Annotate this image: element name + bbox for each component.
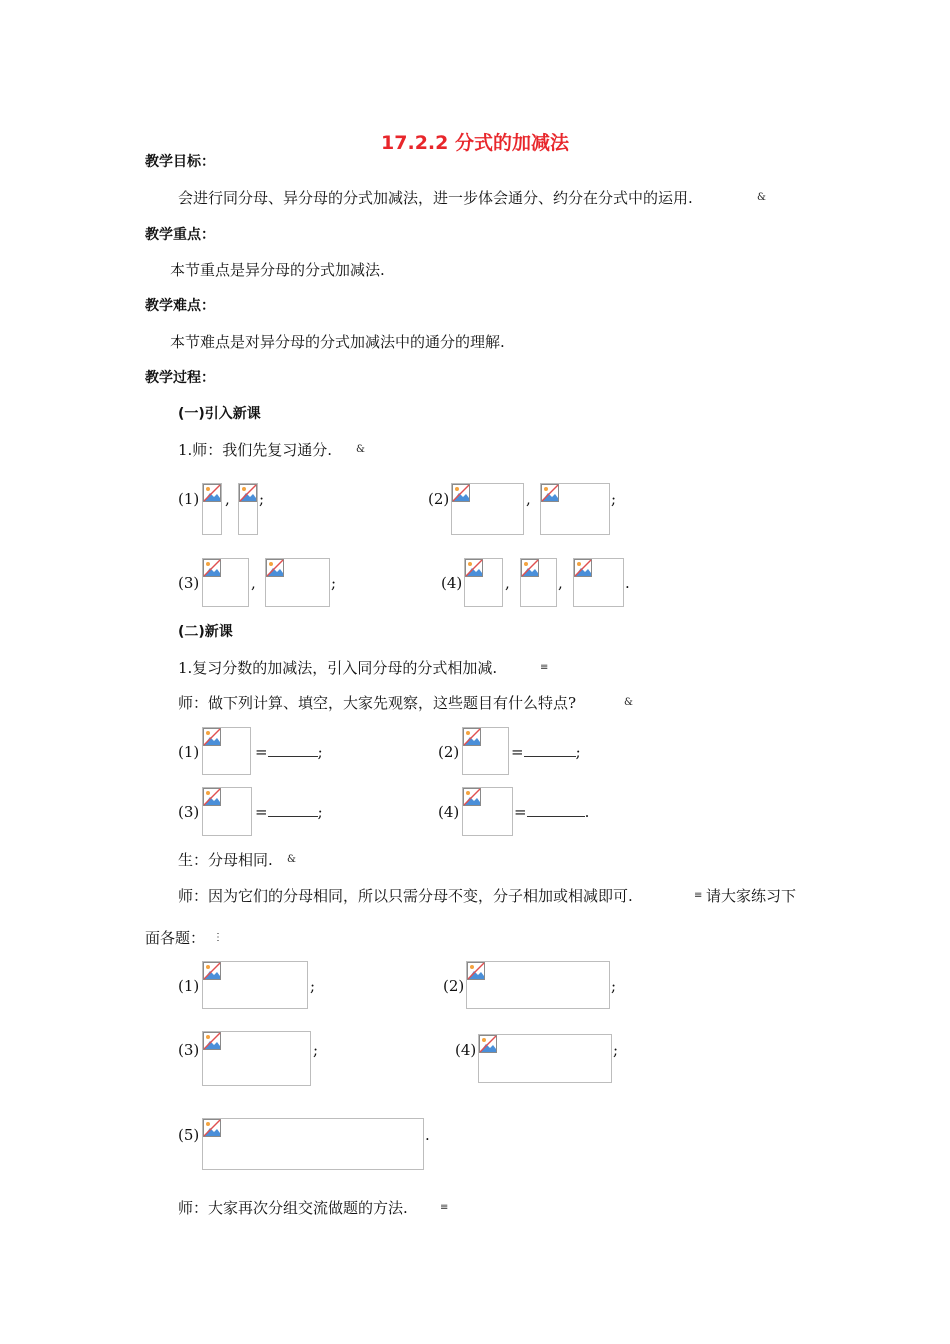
broken-image-icon (463, 788, 481, 806)
formula-image (202, 1031, 311, 1086)
item-label: (1) (178, 490, 200, 508)
separator: . (584, 803, 590, 821)
separator: , (225, 490, 230, 508)
answer-blank[interactable] (524, 742, 576, 757)
goal-heading: 教学目标： (145, 154, 215, 170)
separator: ; (317, 743, 323, 761)
formula-image (202, 558, 249, 607)
goal-text: 会进行同分母、异分母的分式加减法，进一步体会通分、约分在分式中的运用. (178, 189, 693, 207)
part1-heading: (一)引入新课 (178, 406, 261, 422)
broken-image-icon (239, 484, 257, 502)
fill-blank-line (514, 802, 589, 822)
formula-image (540, 483, 610, 535)
broken-image-icon (203, 728, 221, 746)
answer-blank[interactable] (527, 802, 585, 817)
formula-image (238, 483, 258, 535)
separator: , (558, 574, 563, 592)
broken-image-icon (203, 1032, 221, 1050)
separator: ; (317, 803, 323, 821)
broken-image-icon (574, 559, 592, 577)
answer-blank[interactable] (268, 802, 318, 817)
anchor-mark: ≡ (540, 662, 548, 673)
anchor-mark: & (624, 697, 632, 708)
equals-sign: = (514, 803, 527, 821)
broken-image-icon (266, 559, 284, 577)
separator: ; (613, 1041, 619, 1059)
broken-image-icon (479, 1035, 497, 1053)
item-label: (3) (178, 574, 200, 592)
student-answer: 生：分母相同. (178, 851, 273, 869)
formula-image (202, 727, 251, 775)
part2-intro: 1.复习分数的加减法，引入同分母的分式相加减. (178, 659, 498, 677)
formula-image (520, 558, 557, 607)
teacher-explain-3: 面各题： (145, 929, 206, 947)
broken-image-icon (541, 484, 559, 502)
item-label: (3) (178, 1041, 200, 1059)
item-label: (4) (455, 1041, 477, 1059)
broken-image-icon (203, 1119, 221, 1137)
item-label: (2) (438, 743, 460, 761)
formula-image (466, 961, 610, 1009)
separator: ; (313, 1041, 319, 1059)
fill-blank-line (511, 742, 581, 762)
item-label: (1) (178, 977, 200, 995)
broken-image-icon (465, 559, 483, 577)
broken-image-icon (521, 559, 539, 577)
item-label: (2) (443, 977, 465, 995)
broken-image-icon (203, 559, 221, 577)
item-label: (5) (178, 1126, 200, 1144)
separator: . (425, 1126, 430, 1144)
broken-image-icon (452, 484, 470, 502)
formula-image (573, 558, 624, 607)
formula-image (202, 1118, 424, 1170)
formula-image (464, 558, 503, 607)
page-title: 17.2.2 分式的加减法 (381, 132, 569, 154)
equals-sign: = (511, 743, 524, 761)
teacher-question: 师：做下列计算、填空，大家先观察，这些题目有什么特点? (178, 694, 577, 712)
item-label: (4) (438, 803, 460, 821)
anchor-mark: ≡ (694, 890, 702, 901)
formula-image (462, 787, 513, 836)
part2-heading: (二)新课 (178, 624, 233, 640)
fill-blank-line (255, 802, 323, 822)
broken-image-icon (463, 728, 481, 746)
anchor-mark: ⋮ (213, 932, 222, 943)
anchor-mark: ≡ (440, 1202, 448, 1213)
separator: , (505, 574, 510, 592)
part1-review: 1.师：我们先复习通分. (178, 441, 333, 459)
item-label: (3) (178, 803, 200, 821)
formula-image (478, 1034, 612, 1083)
formula-image (202, 787, 252, 836)
item-label: (4) (441, 574, 463, 592)
anchor-mark: & (757, 192, 765, 203)
difficult-heading: 教学难点： (145, 298, 215, 314)
separator: , (251, 574, 256, 592)
fill-blank-line (255, 742, 323, 762)
equals-sign: = (255, 743, 268, 761)
difficult-text: 本节难点是对异分母的分式加减法中的通分的理解. (170, 333, 505, 351)
teacher-explain-2: 请大家练习下 (706, 887, 797, 905)
anchor-mark: & (356, 444, 364, 455)
separator: . (625, 574, 630, 592)
broken-image-icon (467, 962, 485, 980)
formula-image (265, 558, 330, 607)
broken-image-icon (203, 788, 221, 806)
anchor-mark: & (287, 854, 295, 865)
formula-image (202, 961, 308, 1009)
separator: , (526, 490, 531, 508)
closing-line: 师：大家再次分组交流做题的方法. (178, 1199, 408, 1217)
teacher-explain-1: 师：因为它们的分母相同，所以只需分母不变，分子相加或相减即可. (178, 887, 633, 905)
answer-blank[interactable] (268, 742, 318, 757)
equals-sign: = (255, 803, 268, 821)
separator: ; (575, 743, 581, 761)
item-label: (1) (178, 743, 200, 761)
separator: ; (611, 977, 617, 995)
item-label: (2) (428, 490, 450, 508)
broken-image-icon (203, 484, 221, 502)
separator: ; (331, 574, 337, 592)
key-text: 本节重点是异分母的分式加减法. (170, 261, 385, 279)
formula-image (462, 727, 509, 775)
separator: ; (611, 490, 617, 508)
formula-image (202, 483, 222, 535)
separator: ; (310, 977, 316, 995)
process-heading: 教学过程： (145, 370, 215, 386)
key-heading: 教学重点： (145, 227, 215, 243)
broken-image-icon (203, 962, 221, 980)
formula-image (451, 483, 524, 535)
separator: ; (259, 490, 265, 508)
